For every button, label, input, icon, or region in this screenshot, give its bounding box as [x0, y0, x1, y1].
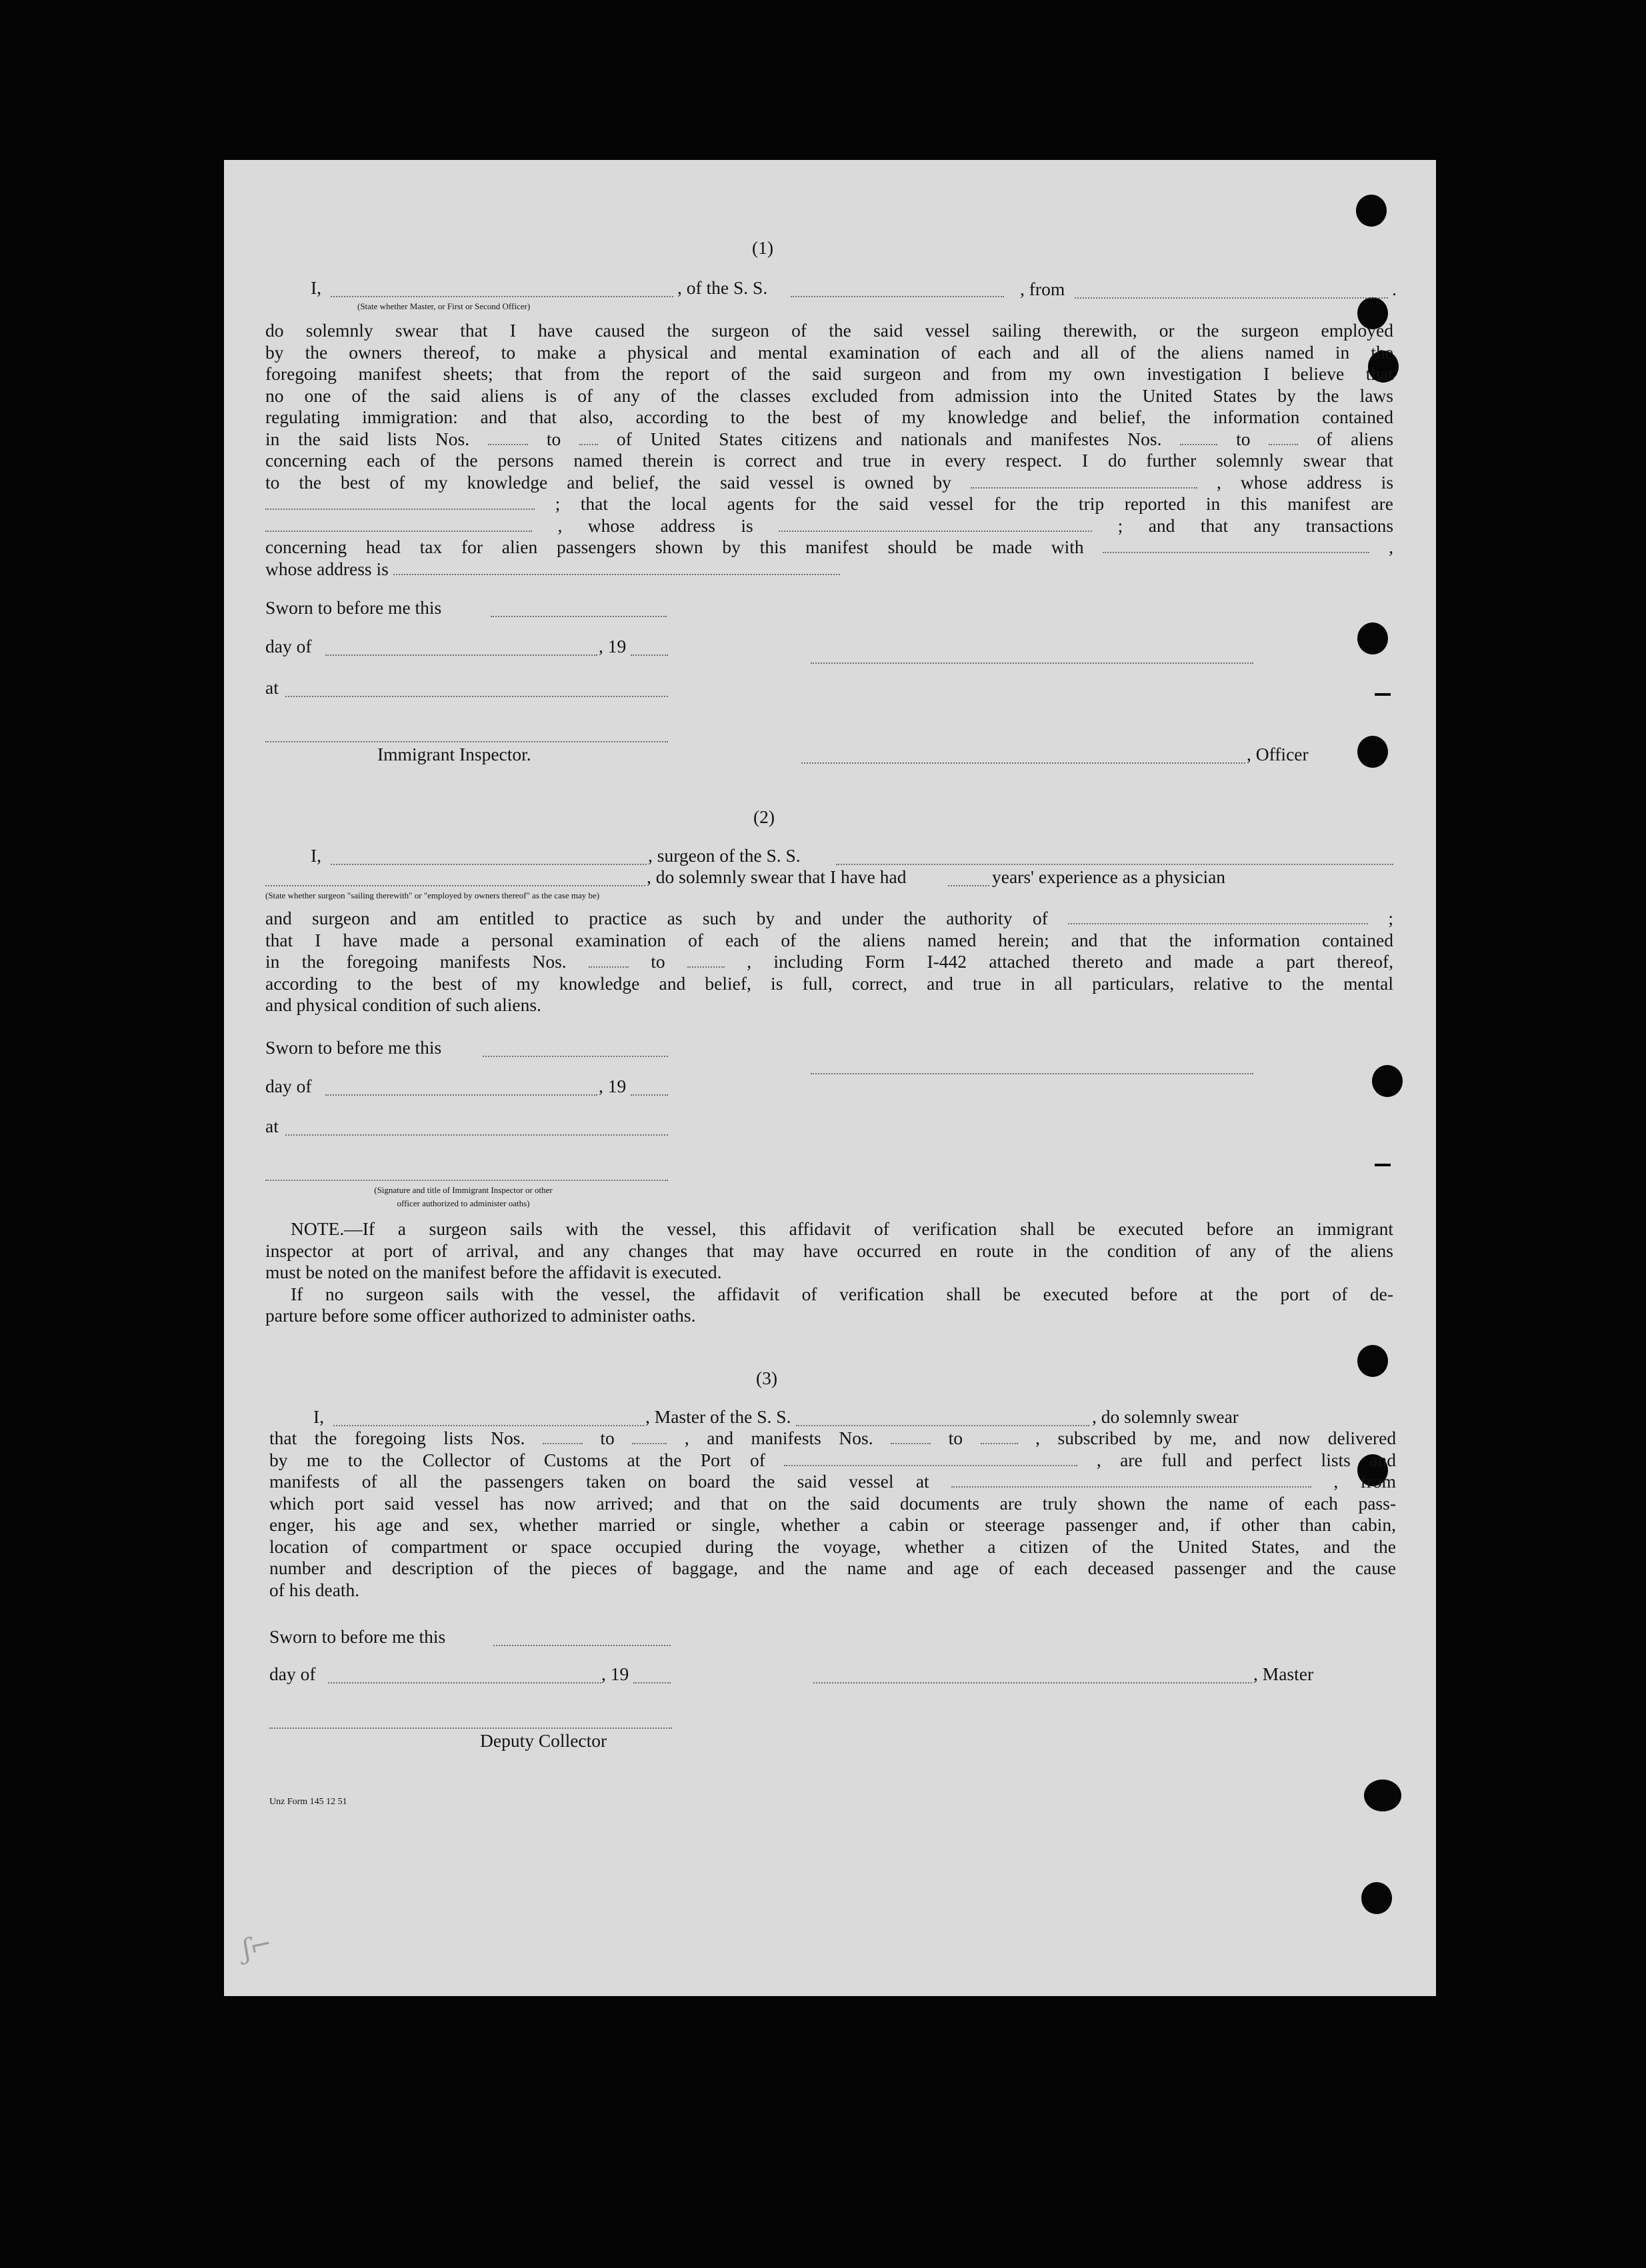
s1-comma: ,: [1389, 537, 1394, 557]
s2-years-label: years' experience as a physician: [992, 866, 1226, 887]
s2-year-field[interactable]: [631, 1094, 668, 1096]
s1-text-line-owner: [265, 472, 1393, 494]
s3-text-line: of his death.: [269, 1579, 360, 1600]
s1-to-label-2: to: [1236, 428, 1251, 449]
s3-master-of-label: , Master of the S. S.: [645, 1406, 791, 1427]
s1-whose-address-label: , whose address is: [1216, 471, 1394, 493]
s1-inspector-signature-field[interactable]: [265, 741, 668, 742]
s3-to-label: to: [600, 1428, 615, 1448]
s2-note-line: inspector at port of arrival, and any changes that may have occurred en route in the condition of any of the aliens: [265, 1240, 1393, 1261]
s3-subscribed-label: , subscribed by me, and now delivered: [1035, 1428, 1397, 1448]
s1-at-field[interactable]: [285, 696, 668, 697]
punch-hole-1: [1356, 195, 1387, 227]
s1-i-label: I,: [311, 277, 322, 298]
s1-text-line: do solemnly swear that I have caused the surgeon of the said vessel sailing therewith, or the surgeon employed: [265, 320, 1393, 341]
punch-hole-6: [1372, 1065, 1403, 1097]
s1-sworn-date-field[interactable]: [491, 616, 667, 617]
s3-perfect-lists-label: , are full and perfect lists and: [1096, 1449, 1397, 1470]
s3-sworn-label: Sworn to before me this: [269, 1626, 446, 1647]
s2-surgeon-of-label: , surgeon of the S. S.: [648, 845, 801, 866]
s1-text-line-final-address: [265, 559, 1393, 580]
s1-day-of-label: day of: [265, 636, 312, 656]
s2-note-line: If no surgeon sails with the vessel, the affidavit of verification shall be executed before at the port of de-: [291, 1283, 1393, 1304]
s1-headtax-label: concerning head tax for alien passengers shown by this manifest should be made with: [265, 537, 1084, 557]
s2-signature-note-1: (Signature and title of Immigrant Inspector or other: [374, 1185, 553, 1195]
s1-text-line: foregoing manifest sheets; that from the report of the said surgeon and from my own investigation I believe that: [265, 363, 1393, 384]
edge-mark-1: [1375, 693, 1391, 696]
s2-text-line: and physical condition of such aliens.: [265, 994, 541, 1015]
s1-year-label: , 19: [599, 636, 627, 656]
s2-authority-field[interactable]: [1068, 908, 1368, 924]
s1-owned-by-label: to the best of my knowledge and belief, the said vessel is owned by: [265, 471, 951, 493]
s1-headtax-field[interactable]: [1103, 537, 1369, 553]
s3-master-label: , Master: [1253, 1664, 1314, 1684]
s3-collector-signature-field[interactable]: [269, 1727, 672, 1729]
s2-i-label: I,: [311, 845, 322, 866]
s3-i-label: I,: [313, 1406, 325, 1427]
section-1-number: (1): [752, 237, 774, 258]
s1-agents-label: ; that the local agents for the said vessel for the trip reported in this manifest are: [555, 493, 1394, 514]
s3-year-field[interactable]: [633, 1682, 671, 1684]
s2-surgeon-name-field[interactable]: [331, 864, 647, 865]
s2-sworn-date-field[interactable]: [483, 1056, 668, 1057]
section-3-number: (3): [756, 1368, 778, 1388]
s1-agents-field[interactable]: [265, 516, 532, 532]
s1-owner-field[interactable]: [971, 473, 1197, 489]
punch-hole-5: [1357, 736, 1388, 768]
s1-from-port-field[interactable]: [1075, 297, 1388, 299]
s1-officer-signature-top-field[interactable]: [811, 662, 1253, 664]
s2-authority-label: and surgeon and am entitled to practice as such by and under the authority of: [265, 908, 1048, 928]
s2-years-field[interactable]: [948, 885, 989, 886]
s1-agent-address-label: , whose address is: [557, 515, 753, 536]
s1-text-line-headtax: [265, 537, 1393, 559]
s3-manifests-to-field[interactable]: [981, 1428, 1018, 1444]
s2-at-field[interactable]: [285, 1134, 668, 1136]
s2-surgeon-note: (State whether surgeon "sailing therewith" or "employed by owners thereof" as the case may be): [265, 890, 600, 900]
punch-hole-10: [1361, 1882, 1392, 1914]
punch-hole-9: [1364, 1779, 1401, 1811]
s1-transactions-label: ; and that any transactions: [1117, 515, 1394, 536]
s3-collector-label: Deputy Collector: [480, 1730, 607, 1751]
s3-from-label: , from: [1333, 1471, 1396, 1492]
s3-lists-label: that the foregoing lists Nos.: [269, 1428, 525, 1448]
s3-lists-from-field[interactable]: [543, 1428, 583, 1444]
s1-text-line-agent-address: [265, 515, 1393, 537]
s2-vessel-name-field[interactable]: [836, 864, 1393, 865]
s3-text-line: enger, his age and sex, whether married or single, whether a cabin or steerage passenger and, if other than cabin,: [269, 1514, 1396, 1535]
s3-day-of-field[interactable]: [328, 1682, 601, 1684]
section-2-oath-text: [265, 908, 1393, 1016]
s1-manifests-to-field[interactable]: [1269, 429, 1298, 445]
edge-mark-2: [1375, 1164, 1391, 1166]
s1-owner-address-field[interactable]: [265, 494, 535, 510]
s2-manifests-label: in the foregoing manifests Nos.: [265, 951, 567, 972]
s2-text-line: according to the best of my knowledge and belief, is full, correct, and true in all particulars, relative to the mental: [265, 972, 1393, 994]
s2-surgeon-type-field[interactable]: [265, 885, 645, 886]
s3-text-line: number and description of the pieces of baggage, and the name and age of each deceased passenger and the cause: [269, 1558, 1396, 1578]
s2-text-line: that I have made a personal examination of each of the aliens named herein; and that the information contained: [265, 929, 1393, 950]
s3-board-label: manifests of all the passengers taken on board the said vessel at: [269, 1471, 929, 1492]
s2-day-of-label: day of: [265, 1076, 312, 1096]
s3-lists-to-field[interactable]: [632, 1428, 667, 1444]
s1-day-of-field[interactable]: [325, 654, 597, 656]
s3-swear-label: , do solemnly swear: [1092, 1406, 1239, 1427]
s1-year-field[interactable]: [631, 654, 668, 656]
s3-day-of-label: day of: [269, 1664, 316, 1684]
s1-text-line-agents: [265, 493, 1393, 515]
s1-final-address-label: whose address is: [265, 558, 389, 579]
form-number: Unz Form 145 12 51: [269, 1797, 347, 1807]
s1-lists-label: in the said lists Nos.: [265, 428, 470, 449]
section-2-note: [265, 1218, 1393, 1327]
s1-citizens-label: of United States citizens and nationals and manifestes Nos.: [616, 428, 1162, 449]
s3-to-label-2: to: [948, 1428, 963, 1448]
s2-form-label: , including Form I-442 attached thereto and made a part thereof,: [747, 951, 1394, 972]
s1-at-label: at: [265, 677, 279, 698]
s2-to-label: to: [651, 951, 665, 972]
s3-master-name-field[interactable]: [333, 1425, 644, 1426]
manifest-affidavit-page: [224, 160, 1436, 1996]
s1-aliens-label: of aliens: [1317, 428, 1394, 449]
s2-day-of-field[interactable]: [325, 1094, 597, 1096]
s3-vessel-name-field[interactable]: [796, 1425, 1089, 1426]
s2-semicolon: ;: [1388, 908, 1394, 928]
s3-port-label: by me to the Collector of Customs at the Port of: [269, 1449, 765, 1470]
punch-hole-7: [1357, 1345, 1388, 1377]
s1-text-line: by the owners thereof, to make a physical and mental examination of each and all of the aliens named in the: [265, 341, 1393, 363]
s2-swear-label: , do solemnly swear that I have had: [647, 866, 907, 887]
s1-text-line: no one of the said aliens is of any of the classes excluded from admission into the United States by the laws: [265, 385, 1393, 406]
s3-master-signature-field[interactable]: [813, 1682, 1252, 1684]
section-2-number: (2): [753, 806, 775, 827]
s1-officer-signature-field[interactable]: [801, 762, 1245, 764]
s1-final-address-field[interactable]: [393, 559, 840, 575]
s1-text-line: regulating immigration: and that also, according to the best of my knowledge and belief, the information contained: [265, 407, 1393, 427]
s1-line1-end: .: [1392, 279, 1397, 299]
s3-text-line-lists: [269, 1428, 1396, 1450]
s1-to-label: to: [546, 428, 561, 449]
s1-officer-label: , Officer: [1247, 744, 1309, 764]
s3-text-line-board: [269, 1471, 1396, 1493]
s1-manifests-from-field[interactable]: [1180, 429, 1217, 445]
s2-inspector-signature-field[interactable]: [265, 1180, 668, 1181]
s3-manifests-from-field[interactable]: [891, 1428, 931, 1444]
punch-hole-4: [1357, 622, 1388, 654]
s3-sworn-date-field[interactable]: [493, 1645, 671, 1646]
s1-vessel-name-field[interactable]: [791, 296, 1004, 297]
s2-manifests-from-field[interactable]: [589, 952, 629, 968]
s3-text-line: which port said vessel has now arrived; and that on the said documents are truly shown the name of each pass-: [269, 1492, 1396, 1514]
s2-sworn-label: Sworn to before me this: [265, 1037, 442, 1058]
s1-text-line-lists: [265, 429, 1393, 451]
s2-year-label: , 19: [599, 1076, 627, 1096]
s3-year-label: , 19: [601, 1664, 629, 1684]
section-3-oath-text: [269, 1428, 1396, 1601]
s2-signature-note-2: officer authorized to administer oaths): [397, 1198, 530, 1208]
s1-lists-to-field[interactable]: [579, 429, 598, 445]
s3-manifests-label: , and manifests Nos.: [684, 1428, 873, 1448]
s2-text-line-authority: [265, 908, 1393, 930]
s2-note-line: parture before some officer authorized to administer oaths.: [265, 1305, 696, 1326]
handwritten-mark: ʃ⌐: [239, 1928, 275, 1965]
s3-text-line: location of compartment or space occupied during the voyage, whether a citizen of the United States, and the: [269, 1536, 1396, 1557]
section-1-oath-text: [265, 320, 1393, 580]
s2-note-line: NOTE.—If a surgeon sails with the vessel, this affidavit of verification shall be executed before an immigrant: [291, 1218, 1393, 1239]
s2-surgeon-signature-field[interactable]: [811, 1073, 1253, 1074]
s2-at-label: at: [265, 1116, 279, 1136]
s1-inspector-label: Immigrant Inspector.: [377, 744, 531, 764]
s1-officer-note: (State whether Master, or First or Second Officer): [357, 301, 531, 311]
s2-note-line: must be noted on the manifest before the affidavit is executed.: [265, 1262, 722, 1282]
s3-port-field[interactable]: [784, 1450, 1077, 1466]
s3-text-line-port: [269, 1450, 1396, 1472]
s1-of-ss-label: , of the S. S.: [677, 277, 768, 298]
s1-sworn-label: Sworn to before me this: [265, 597, 442, 618]
s1-lists-from-field[interactable]: [488, 429, 528, 445]
s1-agent-address-field[interactable]: [779, 516, 1092, 532]
s2-text-line-manifests: [265, 951, 1393, 973]
s1-from-label: , from: [1020, 279, 1065, 299]
s1-text-line: concerning each of the persons named therein is correct and true in every respect. I do further solemnly swear that: [265, 450, 1393, 471]
s2-manifests-to-field[interactable]: [687, 952, 725, 968]
s1-officer-rank-field[interactable]: [331, 296, 673, 297]
s3-departure-port-field[interactable]: [951, 1472, 1311, 1488]
